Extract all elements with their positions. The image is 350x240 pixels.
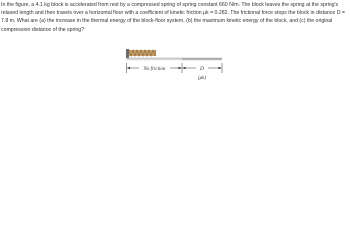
problem-statement: In the figure, a 4.1 kg block is accelerated from rest by a compressed spring of spring constant 660 N/m. The block leaves the spring at the spring's relaxed length and then travels over a horizontal floor with a coefficient of kinetic friction μk = 0.282. The frictional force stops the block in distance D = 7.8 m. What are (a) the increase in the thermal energy of the block-floor system, (b) the maximum kinetic energy of the block, and (c) the original compression distance of the spring? [1, 2, 345, 33]
friction-coefficient-label: (μk) [197, 76, 207, 81]
spring [129, 50, 156, 56]
floor-no-friction [126, 58, 182, 60]
wall [126, 49, 129, 58]
distance-label: D [200, 66, 204, 72]
no-friction-dimension [127, 63, 183, 73]
no-friction-label: No friction [143, 67, 166, 72]
physics-figure [0, 0, 350, 88]
floor-friction [182, 58, 222, 60]
distance-dimension [183, 63, 223, 81]
